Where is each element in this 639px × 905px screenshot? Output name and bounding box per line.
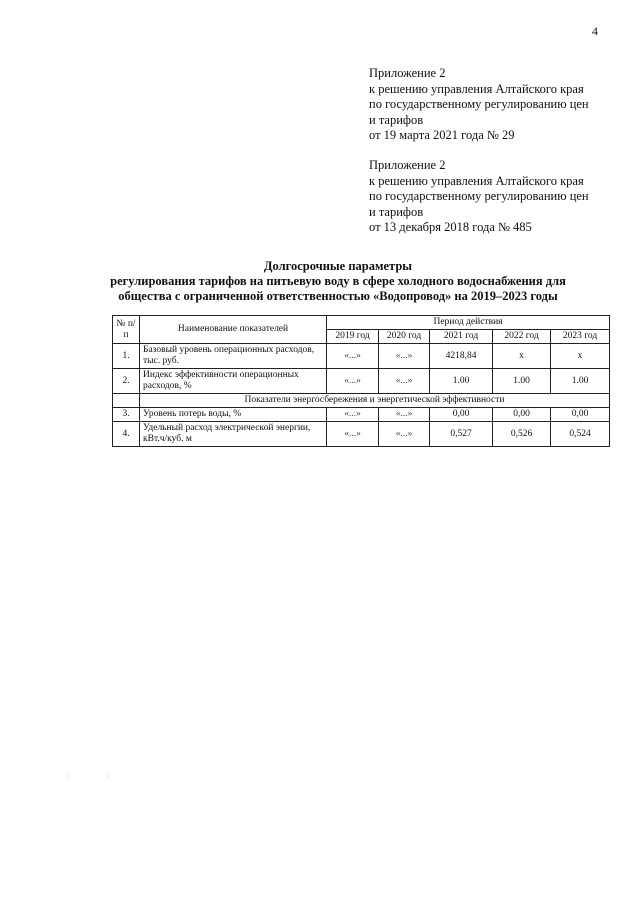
- appendix-date-line: от 19 марта 2021 года № 29: [369, 128, 515, 142]
- appendix-line: Приложение 2: [369, 66, 446, 80]
- appendix-line: и тарифов: [369, 204, 424, 219]
- title-line: Долгосрочные параметры: [263, 259, 413, 273]
- header-year: 2020 год: [379, 330, 430, 344]
- appendix-line: Приложение 2: [369, 158, 446, 172]
- header-year: 2021 год: [430, 330, 493, 344]
- row-name: Удельный расход электрической энергии, кВт.ч/куб. м: [140, 422, 327, 447]
- appendix-line: по государственному регулированию цен: [369, 189, 589, 203]
- row-num: 2.: [113, 369, 140, 394]
- section-num-cell: [113, 394, 140, 408]
- table-header-row: [113, 316, 610, 330]
- table-section-row: [113, 394, 610, 408]
- scan-artifact-marks: · ·: [66, 772, 128, 781]
- row-name: Уровень потерь воды, %: [140, 408, 327, 422]
- table-row: [113, 422, 610, 447]
- header-year: 2022 год: [493, 330, 551, 344]
- row-num: 1.: [113, 344, 140, 369]
- page-number: 4: [592, 24, 598, 38]
- header-period: Период действия: [327, 316, 610, 330]
- appendix-line: к решению управления Алтайского края: [369, 173, 584, 188]
- row-value: 1.00: [551, 369, 610, 394]
- row-value: «...»: [379, 344, 430, 369]
- row-value: 4218,84: [430, 344, 493, 369]
- title-line: общества с ограниченной ответственностью «Водопровод» на 2019–2023 годы: [118, 289, 558, 303]
- row-value: «...»: [327, 369, 379, 394]
- row-num: 4.: [113, 422, 140, 447]
- document-title: [40, 259, 636, 304]
- row-value: «...»: [379, 369, 430, 394]
- appendix-date-line: от 13 декабря 2018 года № 485: [369, 220, 532, 234]
- row-value: х: [493, 344, 551, 369]
- row-value: «...»: [379, 408, 430, 422]
- table-row: [113, 408, 610, 422]
- row-value: 0,00: [430, 408, 493, 422]
- appendix-line: и тарифов: [369, 112, 424, 127]
- appendix-block-original: [369, 158, 619, 236]
- appendix-line: к решению управления Алтайского края: [369, 81, 584, 96]
- header-name: Наименование показателей: [140, 316, 327, 344]
- row-value: «...»: [327, 344, 379, 369]
- table-row: [113, 344, 610, 369]
- row-value: 0,00: [493, 408, 551, 422]
- row-value: «...»: [327, 408, 379, 422]
- appendix-block-current: [369, 66, 619, 144]
- row-num: 3.: [113, 408, 140, 422]
- row-value: «...»: [327, 422, 379, 447]
- appendix-line: по государственному регулированию цен: [369, 97, 589, 111]
- header-num: № п/п: [113, 316, 140, 344]
- section-label: Показатели энергосбережения и энергетической эффективности: [140, 394, 610, 408]
- table-row: [113, 369, 610, 394]
- row-value: 1.00: [430, 369, 493, 394]
- parameters-table: [112, 315, 610, 447]
- row-value: 0,527: [430, 422, 493, 447]
- header-year: 2019 год: [327, 330, 379, 344]
- row-value: «...»: [379, 422, 430, 447]
- row-value: 0,00: [551, 408, 610, 422]
- row-name: Индекс эффективности операционных расходов, %: [140, 369, 327, 394]
- row-value: х: [551, 344, 610, 369]
- row-value: 0,524: [551, 422, 610, 447]
- header-year: 2023 год: [551, 330, 610, 344]
- row-value: 1.00: [493, 369, 551, 394]
- row-value: 0,526: [493, 422, 551, 447]
- row-name: Базовый уровень операционных расходов, тыс. руб.: [140, 344, 327, 369]
- title-line: регулирования тарифов на питьевую воду в сфере холодного водоснабжения для: [110, 274, 566, 288]
